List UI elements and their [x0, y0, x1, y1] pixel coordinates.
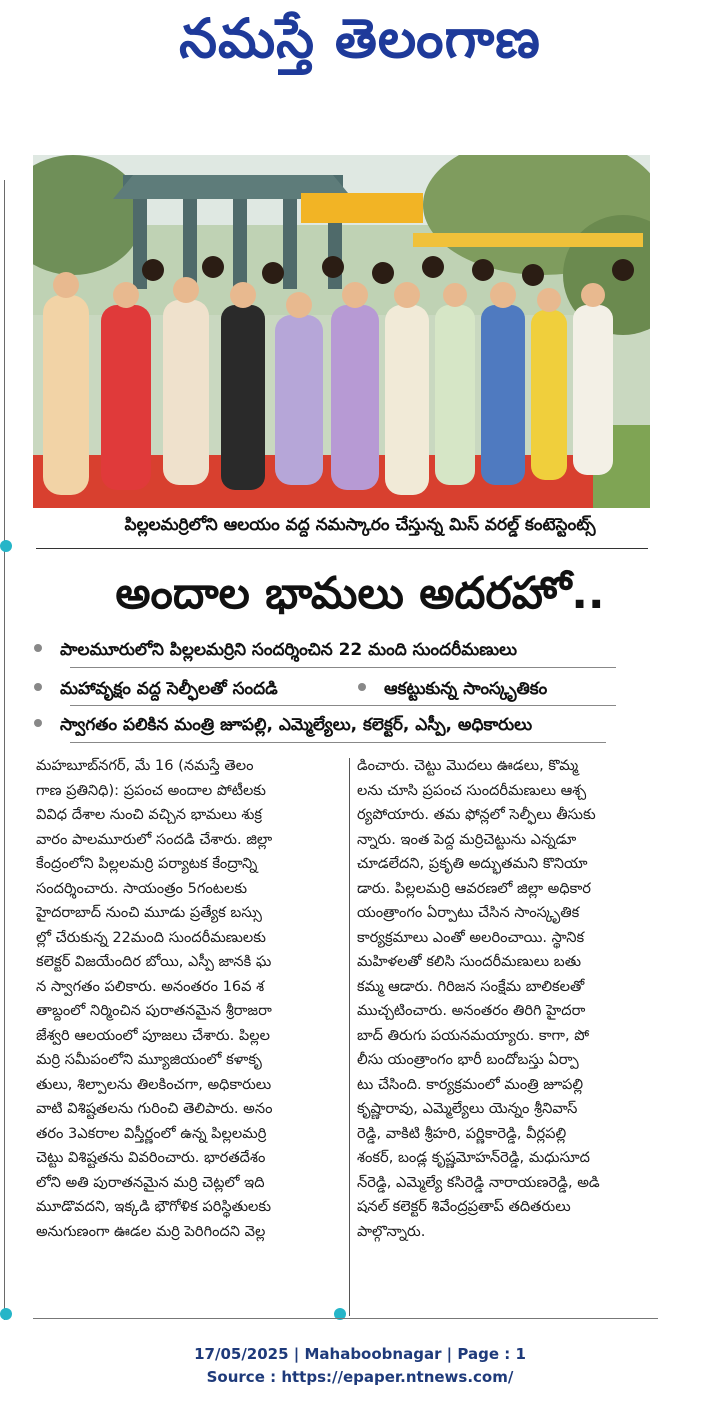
bullet-text: మహావృక్షం వద్ద సెల్ఫీలతో సందడి — [60, 679, 278, 699]
news-photo — [33, 155, 650, 508]
text-line: కార్యక్రమాలు ఎంతో అలరించాయి. స్థానిక — [357, 928, 585, 946]
text-line: న స్వాగతం పలికారు. అనంతరం 16వ శ — [36, 977, 265, 995]
footer-rule — [33, 1318, 658, 1319]
bullet-icon — [34, 644, 42, 652]
photo-caption: పిల్లలమర్రిలోని ఆలయం వద్ద నమస్కారం చేస్తున్న మిస్ వరల్డ్ కంటెస్టెంట్స్ — [124, 515, 596, 535]
bullet-item — [34, 638, 517, 662]
text-line: ర్యపోయారు. తమ ఫోన్లలో సెల్ఫీలు తీసుకు — [357, 806, 596, 823]
article-column-1 — [36, 754, 272, 1244]
text-line: మర్రి సమీపంలోని మ్యూజియంలో కళాకృ — [36, 1051, 262, 1068]
text-line: లీసు యంత్రాంగం భారీ బందోబస్తు ఏర్పా — [357, 1051, 579, 1068]
bullet-item — [34, 677, 278, 701]
article-column-2 — [357, 754, 600, 1244]
text-line: తాబ్దంలో నిర్మించిన పురాతనమైన శ్రీరాజరా — [36, 1002, 272, 1019]
text-line: వివిధ దేశాల నుంచి వచ్చిన భామలు శుక్ర — [36, 806, 263, 823]
text-line: కృష్ణారావు, ఎమ్మెల్యేలు యెన్నం శ్రీనివాస్ — [357, 1100, 578, 1117]
text-line: శంకర్, బండ్ల కృష్ణమోహన్‌రెడ్డి, మధుసూద — [357, 1149, 590, 1166]
text-line: షనల్ కలెక్టర్ శివేంద్రప్రతాప్ తదితరులు — [357, 1198, 571, 1215]
headline: అందాల భామలు అదరహో.. — [115, 568, 605, 619]
text-line: మహిళలతో కలిసి సుందరీమణులు బతు — [357, 953, 582, 970]
column-divider — [349, 758, 350, 1316]
marker-dot-icon — [0, 1308, 12, 1320]
bullet-text: పాలమూరులోని పిల్లలమర్రిని సందర్శించిన 22 మంది సుందరీమణులు — [60, 640, 518, 660]
text-line: తరం 3ఎకరాల విస్తీర్ణంలో ఉన్న పిల్లలమర్రి — [36, 1124, 267, 1142]
text-line: న్నారు. ఇంత పెద్ద మర్రిచెట్టును ఎన్నడూ — [357, 830, 577, 848]
text-line: కలెక్టర్ విజయేందిర బోయి, ఎస్పీ జానకి ఘ — [36, 953, 272, 970]
footer-source: Source : https://epaper.ntnews.com/ — [206, 1368, 514, 1386]
bullet-item — [34, 713, 532, 737]
text-line: జేశ్వరి ఆలయంలో పూజలు చేశారు. పిల్లల — [36, 1026, 270, 1044]
text-line: చెట్టు విశిష్టతను వివరించారు. భారతదేశం — [36, 1149, 266, 1166]
bullet-item — [358, 677, 547, 701]
text-line: మూడొవదని, ఇక్కడి భౌగోళిక పరిస్థితులకు — [36, 1198, 272, 1215]
text-line: సందర్శించారు. సాయంత్రం 5గంటలకు — [36, 879, 248, 897]
masthead: నమస్తే తెలంగాణ — [179, 7, 541, 70]
text-line: వాటి విశిష్టతలను గురించి తెలిపారు. అనం — [36, 1100, 273, 1117]
text-line: యంత్రాంగం ఏర్పాటు చేసిన సాంస్కృతిక — [357, 904, 580, 921]
text-line: డించారు. చెట్టు మొదలు ఊడలు, కొమ్మ — [357, 757, 579, 774]
text-line: కేంద్రంలోని పిల్లలమర్రి పర్యాటక కేంద్రాన్ని — [36, 855, 258, 872]
text-line: టు చేసింది. కార్యక్రమంలో మంత్రి జూపల్లి — [357, 1075, 584, 1093]
text-line: హైదరాబాద్ నుంచి మూడు ప్రత్యేక బస్సు — [36, 904, 262, 921]
text-line: ముచ్చటించారు. అనంతరం తిరిగి హైదరా — [357, 1002, 586, 1019]
left-column-rule — [4, 180, 5, 1320]
text-line: లోని అతి పురాతనమైన మర్రి చెట్లలో ఇది — [36, 1173, 265, 1191]
bullet-icon — [358, 683, 366, 691]
text-line: తులు, శిల్పాలను తిలకించగా, అధికారులు — [36, 1075, 272, 1093]
footer-dateline: 17/05/2025 | Mahaboobnagar | Page : 1 — [194, 1345, 526, 1363]
caption-rule — [36, 548, 648, 549]
bullet-text: ఆకట్టుకున్న సాంస్కృతికం — [384, 679, 548, 699]
text-line: లను చూసి ప్రపంచ సుందరీమణులు ఆశ్చ — [357, 781, 587, 799]
text-line: బాద్ తిరుగు పయనమయ్యారు. కాగా, పో — [357, 1026, 590, 1044]
text-line: అనుగుణంగా ఊడల మర్రి పెరిగిందని వెల్ల — [36, 1222, 266, 1240]
text-line: వారం పాలమూరులో సందడి చేశారు. జిల్లా — [36, 830, 273, 848]
bullet-rule — [70, 667, 616, 668]
bullet-icon — [34, 683, 42, 691]
marker-dot-icon — [0, 540, 12, 552]
text-line: చూడలేదని, ప్రకృతి అద్భుతమని కొనియా — [357, 855, 588, 872]
bullet-icon — [34, 719, 42, 727]
bullet-text: స్వాగతం పలికిన మంత్రి జూపల్లి, ఎమ్మెల్యేలు, కలెక్టర్, ఎస్పీ, అధికారులు — [60, 715, 533, 735]
text-line: ల్లో చేరుకున్న 22మంది సుందరీమణులకు — [36, 928, 266, 946]
text-line: గాణ ప్రతినిధి): ప్రపంచ అందాల పోటీలకు — [36, 781, 266, 799]
text-line: మహబూబ్‌నగర్, మే 16 (నమస్తే తెలం — [36, 757, 254, 774]
text-line: న్‌రెడ్డి, ఎమ్మెల్యే కసిరెడ్డి నారాయణరెడ్డి, అడి — [357, 1173, 600, 1191]
text-line: డారు. పిల్లలమర్రి ఆవరణలో జిల్లా అధికార — [357, 879, 591, 897]
text-line: కమ్మ ఆడారు. గిరిజన సంక్షేమ బాలికలతో — [357, 977, 585, 995]
text-line: పాల్గొన్నారు. — [357, 1222, 426, 1240]
bullet-rule — [70, 705, 616, 706]
text-line: రెడ్డి, వాకిటి శ్రీహరి, పర్ణికారెడ్డి, వీర్లపల్లి — [357, 1124, 567, 1142]
bullet-rule — [70, 742, 606, 743]
